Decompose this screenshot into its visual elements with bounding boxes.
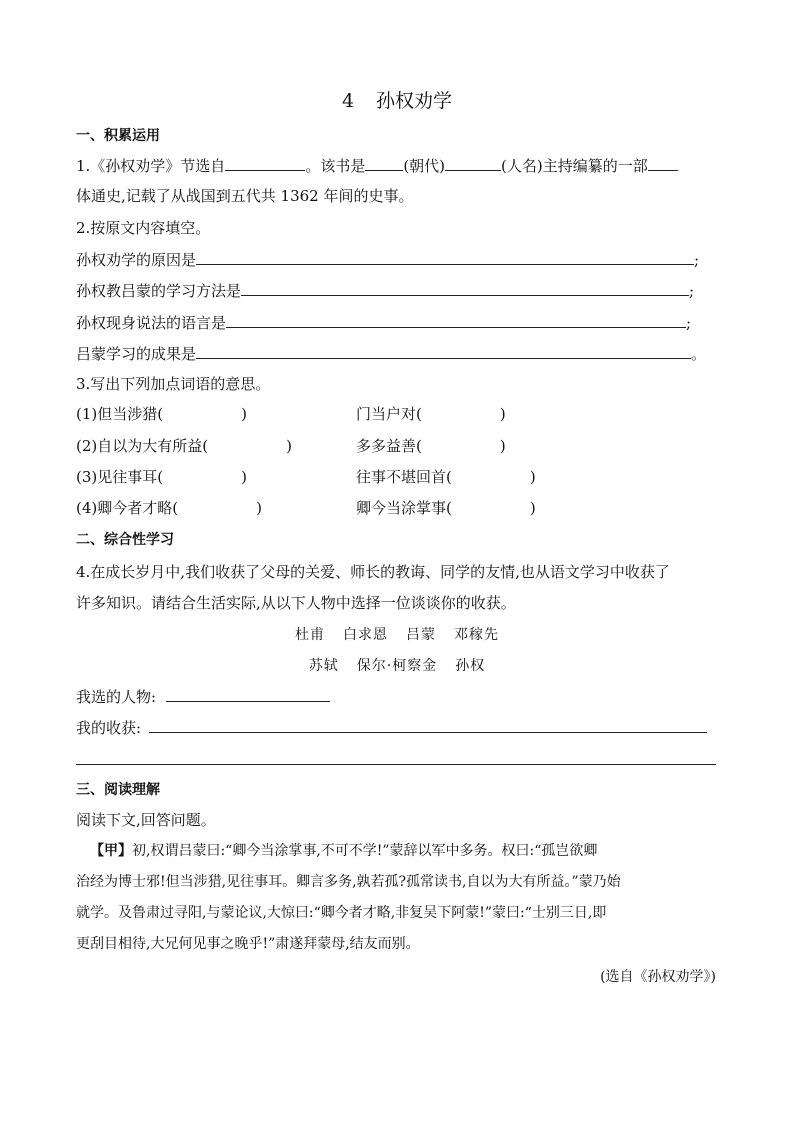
q1-text-b: 。该书是 xyxy=(305,157,366,175)
question-2-heading: 2.按原文内容填空。 xyxy=(76,219,211,237)
q3-paren-close: ) xyxy=(529,468,536,486)
q2-item-label: 孙权劝学的原因是 xyxy=(76,251,197,269)
q1-text-a: 1.《孙权劝学》节选自 xyxy=(76,157,226,175)
q3-phrase: (4)卿今者才略( xyxy=(76,499,179,517)
q3-paren-close: ) xyxy=(499,437,506,455)
passage-line xyxy=(76,836,716,867)
passage-text: 初,权谓吕蒙曰:“卿今当涂掌事,不可不学!”蒙辞以军中多务。权曰:“孤岂欲卿 xyxy=(132,843,598,859)
my-gain-blank-line-2[interactable] xyxy=(76,764,716,765)
q1-text-c: (朝代) xyxy=(403,157,446,175)
q3-paren-close: ) xyxy=(529,499,536,517)
q3-paren-close: ) xyxy=(241,468,247,486)
q3-phrase: (1)但当涉猎( xyxy=(76,405,164,423)
q3-paren-close: ) xyxy=(499,405,506,423)
my-person-row xyxy=(76,686,330,707)
passage-line: 就学。及鲁肃过寻阳,与蒙论议,大惊曰:“卿今者才略,非复吴下阿蒙!”蒙曰:“士别三日,即 xyxy=(76,905,607,921)
my-gain-label: 我的收获: xyxy=(76,719,142,737)
q1-text-d: (人名)主持编纂的一部 xyxy=(501,157,648,175)
person-name: 白求恩 xyxy=(343,627,388,643)
reading-passage xyxy=(76,836,716,960)
answer-blank-genre[interactable] xyxy=(648,155,678,171)
q3-paren-close: ) xyxy=(286,437,292,455)
q3-item-3-right xyxy=(356,467,536,487)
section-heading-accumulation: 一、积累运用 xyxy=(76,128,160,144)
answer-blank-dynasty[interactable] xyxy=(365,155,403,171)
q3-phrase: 卿今当涂掌事( xyxy=(356,499,452,517)
person-name: 邓稼先 xyxy=(454,627,499,643)
people-list-row-2 xyxy=(0,655,794,675)
person-name: 吕蒙 xyxy=(406,627,436,643)
question-1-line-2: 体通史,记载了从战国到五代共 1362 年间的史事。 xyxy=(76,187,414,205)
answer-blank-person[interactable] xyxy=(445,155,501,171)
person-name: 杜甫 xyxy=(295,627,325,643)
q3-phrase: 往事不堪回首( xyxy=(356,468,452,486)
answer-blank-result[interactable] xyxy=(196,343,691,359)
my-person-blank[interactable] xyxy=(166,686,330,702)
q3-item-1-right xyxy=(356,404,506,424)
answer-blank-reason[interactable] xyxy=(196,249,694,265)
q2-item-end: 。 xyxy=(691,345,707,363)
q3-phrase: 门当户对( xyxy=(356,405,422,423)
person-name: 苏轼 xyxy=(308,658,339,674)
q3-phrase: 多多益善( xyxy=(356,437,422,455)
q3-item-4-right xyxy=(356,498,536,518)
question-4-line-2: 许多知识。请结合生活实际,从以下人物中选择一位谈谈你的收获。 xyxy=(76,594,516,612)
answer-blank-source-book[interactable] xyxy=(225,155,305,171)
q2-item-label: 孙权现身说法的语言是 xyxy=(76,314,227,332)
q2-item-method xyxy=(76,280,694,301)
q2-item-end: ; xyxy=(686,314,692,332)
q3-phrase: (3)见往事耳( xyxy=(76,468,164,486)
q2-item-reason xyxy=(76,249,699,270)
q3-paren-close: ) xyxy=(256,499,262,517)
question-3-heading: 3.写出下列加点词语的意思。 xyxy=(76,375,271,393)
answer-blank-method[interactable] xyxy=(241,280,689,296)
q3-item-3-left xyxy=(76,467,247,487)
passage-tag: 【甲】 xyxy=(90,843,132,859)
reading-instruction: 阅读下文,回答问题。 xyxy=(76,811,216,829)
question-4-line-1: 4.在成长岁月中,我们收获了父母的关爱、师长的教诲、同学的友情,也从语文学习中收获了 xyxy=(76,563,670,581)
person-name: 保尔·柯察金 xyxy=(356,658,438,674)
q3-phrase: (2)自以为大有所益( xyxy=(76,437,209,455)
q2-item-end: ; xyxy=(689,282,695,300)
lesson-title: 孙权劝学 xyxy=(376,90,453,112)
passage-line: 治经为博士邪!但当涉猎,见往事耳。卿言多务,孰若孤?孤常读书,自以为大有所益。”蒙乃始 xyxy=(76,874,621,890)
q3-item-2-left xyxy=(76,436,292,456)
people-list-row-1 xyxy=(0,624,794,644)
q3-paren-close: ) xyxy=(241,405,247,423)
lesson-number: 4 xyxy=(341,90,355,112)
my-gain-blank[interactable] xyxy=(149,717,707,733)
answer-blank-language[interactable] xyxy=(226,312,686,328)
q3-item-1-left xyxy=(76,404,247,424)
passage-line: 更刮目相待,大兄何见事之晚乎!”肃遂拜蒙母,结友而别。 xyxy=(76,936,420,952)
q3-item-4-left xyxy=(76,498,262,518)
q2-item-label: 吕蒙学习的成果是 xyxy=(76,345,197,363)
q3-item-2-right xyxy=(356,436,506,456)
my-person-label: 我选的人物: xyxy=(76,688,157,706)
q2-item-result xyxy=(76,343,706,364)
q2-item-label: 孙权教吕蒙的学习方法是 xyxy=(76,282,242,300)
passage-source: (选自《孙权劝学》) xyxy=(600,969,716,985)
page-title xyxy=(0,86,794,113)
my-gain-row xyxy=(76,717,707,738)
section-heading-comprehensive: 二、综合性学习 xyxy=(76,532,174,548)
section-heading-reading: 三、阅读理解 xyxy=(76,782,160,798)
q2-item-end: ; xyxy=(694,251,700,269)
q2-item-language xyxy=(76,312,691,333)
person-name: 孙权 xyxy=(455,658,486,674)
question-1-line-1 xyxy=(76,155,678,176)
